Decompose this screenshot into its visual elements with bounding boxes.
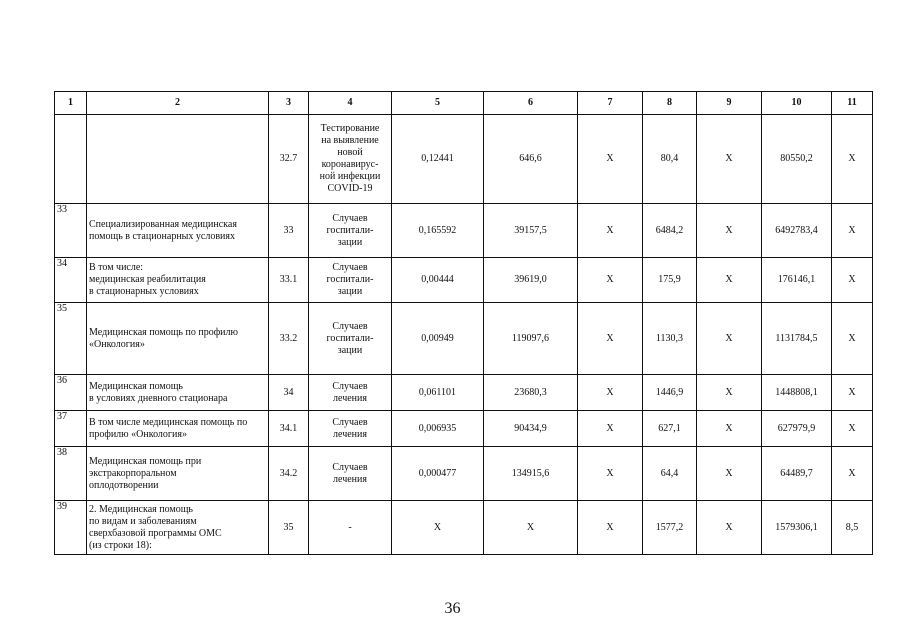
row-number-cell: 36 <box>55 375 87 411</box>
row-number-cell: 34 <box>55 258 87 303</box>
header-col-11: 11 <box>832 92 873 115</box>
row-number-cell: 37 <box>55 411 87 447</box>
value-cell-col-11: 8,5 <box>832 501 873 555</box>
indicator-name-cell-line: «Онкология» <box>89 338 145 350</box>
unit-cell-line: зации <box>337 286 363 297</box>
indicator-name-cell-line: Специализированная медицинская <box>89 218 237 230</box>
header-col-6: 6 <box>484 92 578 115</box>
header-col-3: 3 <box>269 92 309 115</box>
value-cell-col-9: X <box>697 375 762 411</box>
value-cell-col-5: 0,000477 <box>392 447 484 501</box>
indicator-name-cell-line: экстракорпоральном <box>89 467 177 479</box>
value-cell-col-5: 0,00949 <box>392 303 484 375</box>
value-cell-col-9: X <box>697 411 762 447</box>
value-cell-col-10: 64489,7 <box>762 447 832 501</box>
header-col-10: 10 <box>762 92 832 115</box>
indicator-name-cell-line: профилю «Онкология» <box>89 428 187 440</box>
unit-cell-line: Тестирование <box>320 123 380 134</box>
unit-cell-line: на выявление <box>321 135 379 146</box>
value-cell-col-8: 1446,9 <box>643 375 697 411</box>
unit-cell-line: зации <box>337 344 363 356</box>
value-cell-col-8: 80,4 <box>643 115 697 204</box>
value-cell-col-7: X <box>578 115 643 204</box>
table-row <box>55 447 873 501</box>
value-cell-col-6: 134915,6 <box>484 447 578 501</box>
unit-cell-line: госпитали- <box>326 274 374 285</box>
unit-cell-line: лечения <box>333 428 367 440</box>
header-col-1: 1 <box>55 92 87 115</box>
indicator-name-cell-line: в условиях дневного стационара <box>89 392 228 404</box>
value-cell-col-7: X <box>578 204 643 258</box>
value-cell-col-10: 176146,1 <box>762 258 832 303</box>
value-cell-col-5: X <box>392 501 484 555</box>
indicator-name-cell-line: в стационарных условиях <box>89 286 199 297</box>
unit-cell-line: лечения <box>333 392 367 404</box>
value-cell-col-7: X <box>578 258 643 303</box>
unit-cell <box>309 375 392 411</box>
value-cell-col-10: 6492783,4 <box>762 204 832 258</box>
row-number-cell: 38 <box>55 447 87 501</box>
line-code-cell: 33 <box>269 204 309 258</box>
indicator-name-cell <box>87 375 269 411</box>
indicator-name-cell <box>87 447 269 501</box>
indicator-name-cell-line: медицинская реабилитация <box>89 274 206 285</box>
indicator-name-cell <box>87 501 269 555</box>
indicator-name-cell-line: (из строки 18): <box>89 539 152 551</box>
unit-cell-line: ной инфекции <box>319 171 381 182</box>
table-row <box>55 115 873 204</box>
unit-cell-line: коронавирус- <box>321 159 379 170</box>
value-cell-col-8: 1577,2 <box>643 501 697 555</box>
value-cell-col-11: X <box>832 115 873 204</box>
value-cell-col-6: 39619,0 <box>484 258 578 303</box>
value-cell-col-5: 0,12441 <box>392 115 484 204</box>
indicator-name-cell-line: 2. Медицинская помощь <box>89 503 193 515</box>
value-cell-col-10: 627979,9 <box>762 411 832 447</box>
indicator-name-cell-line: помощь в стационарных условиях <box>89 230 236 242</box>
value-cell-col-10: 1131784,5 <box>762 303 832 375</box>
value-cell-col-9: X <box>697 115 762 204</box>
value-cell-col-11: X <box>832 303 873 375</box>
value-cell-col-9: X <box>697 204 762 258</box>
unit-cell-line: Случаев <box>332 461 368 473</box>
line-code-cell: 32.7 <box>269 115 309 204</box>
value-cell-col-6: X <box>484 501 578 555</box>
unit-cell <box>309 501 392 555</box>
unit-cell-line: Случаев <box>332 416 368 428</box>
value-cell-col-7: X <box>578 375 643 411</box>
value-cell-col-10: 1579306,1 <box>762 501 832 555</box>
header-col-4: 4 <box>309 92 392 115</box>
unit-cell <box>309 447 392 501</box>
unit-cell-line: зации <box>337 236 363 248</box>
indicator-name-cell-line: по видам и заболеваниям <box>89 515 197 527</box>
page-number: 36 <box>444 600 461 617</box>
value-cell-col-6: 646,6 <box>484 115 578 204</box>
line-code-cell: 34 <box>269 375 309 411</box>
value-cell-col-6: 119097,6 <box>484 303 578 375</box>
indicator-name-cell <box>87 303 269 375</box>
table-header <box>55 92 873 115</box>
header-row <box>55 92 873 115</box>
value-cell-col-7: X <box>578 501 643 555</box>
value-cell-col-5: 0,165592 <box>392 204 484 258</box>
unit-cell-line: новой <box>337 147 363 158</box>
table-row <box>55 501 873 555</box>
value-cell-col-11: X <box>832 258 873 303</box>
indicator-name-cell <box>87 204 269 258</box>
indicator-name-cell-line: сверхбазовой программы ОМС <box>89 527 222 539</box>
indicator-name-cell-line: Медицинская помощь по профилю <box>89 326 238 338</box>
value-cell-col-10: 80550,2 <box>762 115 832 204</box>
row-number-cell <box>55 115 87 204</box>
header-col-8: 8 <box>643 92 697 115</box>
value-cell-col-8: 6484,2 <box>643 204 697 258</box>
value-cell-col-5: 0,006935 <box>392 411 484 447</box>
indicator-name-cell-line: В том числе медицинская помощь по <box>89 416 248 428</box>
value-cell-col-9: X <box>697 501 762 555</box>
row-number-cell: 39 <box>55 501 87 555</box>
unit-cell-line: лечения <box>333 473 367 485</box>
unit-cell-line: госпитали- <box>326 332 374 344</box>
table-row <box>55 375 873 411</box>
unit-cell <box>309 303 392 375</box>
indicator-name-cell-line: В том числе: <box>89 262 144 273</box>
unit-cell-line: Случаев <box>332 320 368 332</box>
value-cell-col-7: X <box>578 303 643 375</box>
value-cell-col-5: 0,00444 <box>392 258 484 303</box>
value-cell-col-6: 90434,9 <box>484 411 578 447</box>
unit-cell-line: госпитали- <box>326 224 374 236</box>
value-cell-col-6: 39157,5 <box>484 204 578 258</box>
header-col-5: 5 <box>392 92 484 115</box>
table-row <box>55 204 873 258</box>
value-cell-col-8: 175,9 <box>643 258 697 303</box>
value-cell-col-5: 0,061101 <box>392 375 484 411</box>
indicator-name-cell <box>87 411 269 447</box>
value-cell-col-8: 627,1 <box>643 411 697 447</box>
value-cell-col-7: X <box>578 447 643 501</box>
unit-cell <box>309 258 392 303</box>
value-cell-col-11: X <box>832 411 873 447</box>
table-row <box>55 303 873 375</box>
value-cell-col-9: X <box>697 258 762 303</box>
header-col-2: 2 <box>87 92 269 115</box>
indicator-name-cell-line: Медицинская помощь <box>89 380 183 392</box>
value-cell-col-11: X <box>832 375 873 411</box>
value-cell-col-10: 1448808,1 <box>762 375 832 411</box>
value-cell-col-11: X <box>832 447 873 501</box>
line-code-cell: 34.2 <box>269 447 309 501</box>
unit-cell-line: Случаев <box>332 262 368 273</box>
unit-cell-line: COVID-19 <box>327 183 373 194</box>
unit-cell <box>309 411 392 447</box>
indicator-name-cell <box>87 115 269 204</box>
row-number-cell: 33 <box>55 204 87 258</box>
table-row <box>55 411 873 447</box>
line-code-cell: 35 <box>269 501 309 555</box>
unit-cell <box>309 115 392 204</box>
value-cell-col-9: X <box>697 303 762 375</box>
indicator-name-cell <box>87 258 269 303</box>
value-cell-col-6: 23680,3 <box>484 375 578 411</box>
value-cell-col-11: X <box>832 204 873 258</box>
value-cell-col-7: X <box>578 411 643 447</box>
table-row <box>55 258 873 303</box>
line-code-cell: 34.1 <box>269 411 309 447</box>
indicator-name-cell-line: Медицинская помощь при <box>89 455 202 467</box>
value-cell-col-9: X <box>697 447 762 501</box>
unit-cell-line: Случаев <box>332 212 368 224</box>
indicator-name-cell-line: оплодотворении <box>89 479 159 491</box>
unit-cell <box>309 204 392 258</box>
value-cell-col-8: 1130,3 <box>643 303 697 375</box>
line-code-cell: 33.1 <box>269 258 309 303</box>
unit-cell-line: - <box>348 521 352 533</box>
table-body <box>55 115 873 555</box>
data-table <box>54 91 873 555</box>
header-col-9: 9 <box>697 92 762 115</box>
line-code-cell: 33.2 <box>269 303 309 375</box>
unit-cell-line: Случаев <box>332 380 368 392</box>
value-cell-col-8: 64,4 <box>643 447 697 501</box>
header-col-7: 7 <box>578 92 643 115</box>
row-number-cell: 35 <box>55 303 87 375</box>
